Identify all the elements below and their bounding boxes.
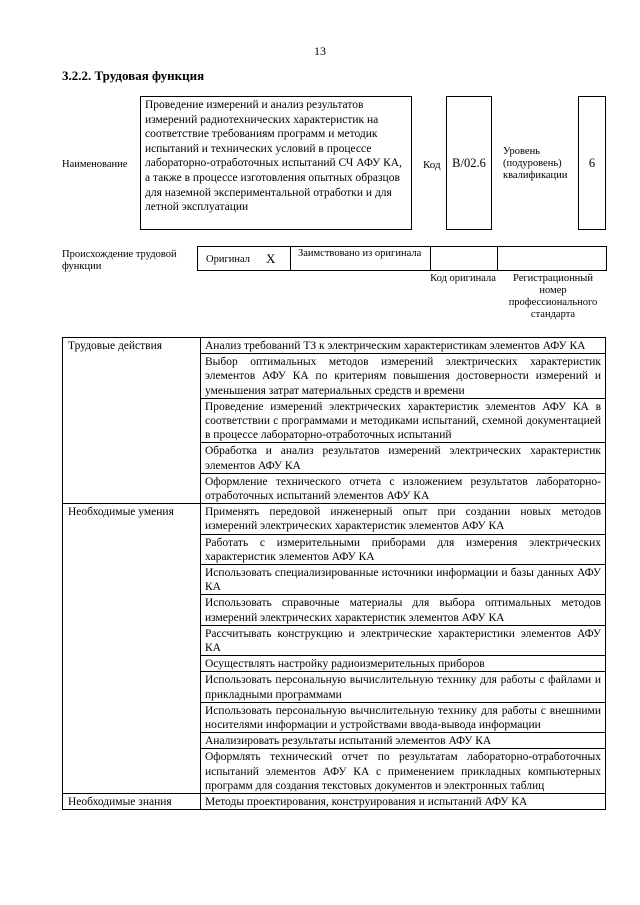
item-cell: Обработка и анализ результатов измерений электрических характеристик элементов АФУ КА: [201, 443, 606, 473]
item-cell: Применять передовой инженерный опыт при создании новых методов измерений электрических характеристик элементов АФУ КА: [201, 504, 606, 534]
page-number: 13: [314, 44, 326, 58]
category-cell: Необходимые знания: [63, 794, 201, 810]
name-label: Наименование: [62, 159, 128, 170]
function-name-box: [140, 96, 412, 230]
item-cell: Рассчитывать конструкцию и электрические характеристики элементов АФУ КА: [201, 625, 606, 655]
item-cell: Методы проектирования, конструирования и испытаний АФУ КА: [201, 794, 606, 810]
category-cell: Трудовые действия: [63, 338, 201, 504]
item-cell: Выбор оптимальных методов измерений электрических характеристик элементов АФУ КА по критериям повышения достоверности измерений и уменьшения затрат материальных средств и времени: [201, 354, 606, 399]
level-value: 6: [588, 155, 596, 170]
item-cell: Работать с измерительными приборами для измерения электрических характеристик элементов АФУ КА: [201, 534, 606, 564]
table-row: [63, 338, 606, 354]
code-label: Код: [423, 159, 441, 171]
item-cell: Использовать персональную вычислительную технику для работы с внешними носителями информации и устройствами ввода-вывода информации: [201, 702, 606, 732]
original-label: Оригинал: [206, 254, 250, 265]
category-cell: Необходимые умения: [63, 504, 201, 794]
table-row: [63, 504, 606, 534]
item-cell: Оформлять технический отчет по результатам лабораторно-отработочных испытаний элементов АФУ КА с применением прикладных компьютерных программ для создания текстовых документов и электронных таблиц: [201, 749, 606, 794]
function-table: [62, 337, 606, 810]
function-name-text: Проведение измерений и анализ результатов измерений радиотехнических характеристик на соответствие требованиям программ и методик испытаний и технических условий в процессе лабораторно-отработочных испытаний СЧ АФУ КА, а также в процессе изготовления опытных образцов для наземной экспериментальной отработки и для летной эксплуатации: [145, 99, 402, 214]
level-label: Уровень (подуровень) квалификации: [503, 146, 568, 181]
item-cell: Проведение измерений электрических характеристик элементов АФУ КА в соответствии с программами и методиками испытаний, схемной документацией в процессе лабораторно-отработочных испытаний: [201, 398, 606, 443]
item-cell: Осуществлять настройку радиоизмерительных приборов: [201, 656, 606, 672]
table-row: [63, 794, 606, 810]
item-cell: Использовать справочные материалы для выбора оптимальных методов измерений электрических характеристик элементов АФУ КА: [201, 595, 606, 625]
item-cell: Использовать специализированные источники информации и базы данных АФУ КА: [201, 565, 606, 595]
item-cell: Оформление технического отчета с изложением результатов лабораторно-отработочных испытаний элементов АФУ КА: [201, 473, 606, 503]
section-title: 3.2.2. Трудовая функция: [62, 68, 205, 83]
code-value: B/02.6: [452, 155, 486, 170]
original-mark: X: [266, 251, 276, 266]
code-value-box: [446, 96, 492, 230]
item-cell: Анализ требований ТЗ к электрическим характеристикам элементов АФУ КА: [201, 338, 606, 354]
origin-label: Происхождение трудовой функции: [62, 249, 177, 272]
level-value-box: [578, 96, 606, 230]
code-original-label: Код оригинала: [430, 273, 496, 284]
item-cell: Использовать персональную вычислительную технику для работы с файлами и прикладными программами: [201, 672, 606, 702]
origin-row: [197, 246, 607, 271]
borrowed-label: Заимствовано из оригинала: [298, 248, 422, 259]
item-cell: Анализировать результаты испытаний элементов АФУ КА: [201, 733, 606, 749]
reg-number-label: Регистрационный номер профессионального стандарта: [508, 273, 598, 320]
